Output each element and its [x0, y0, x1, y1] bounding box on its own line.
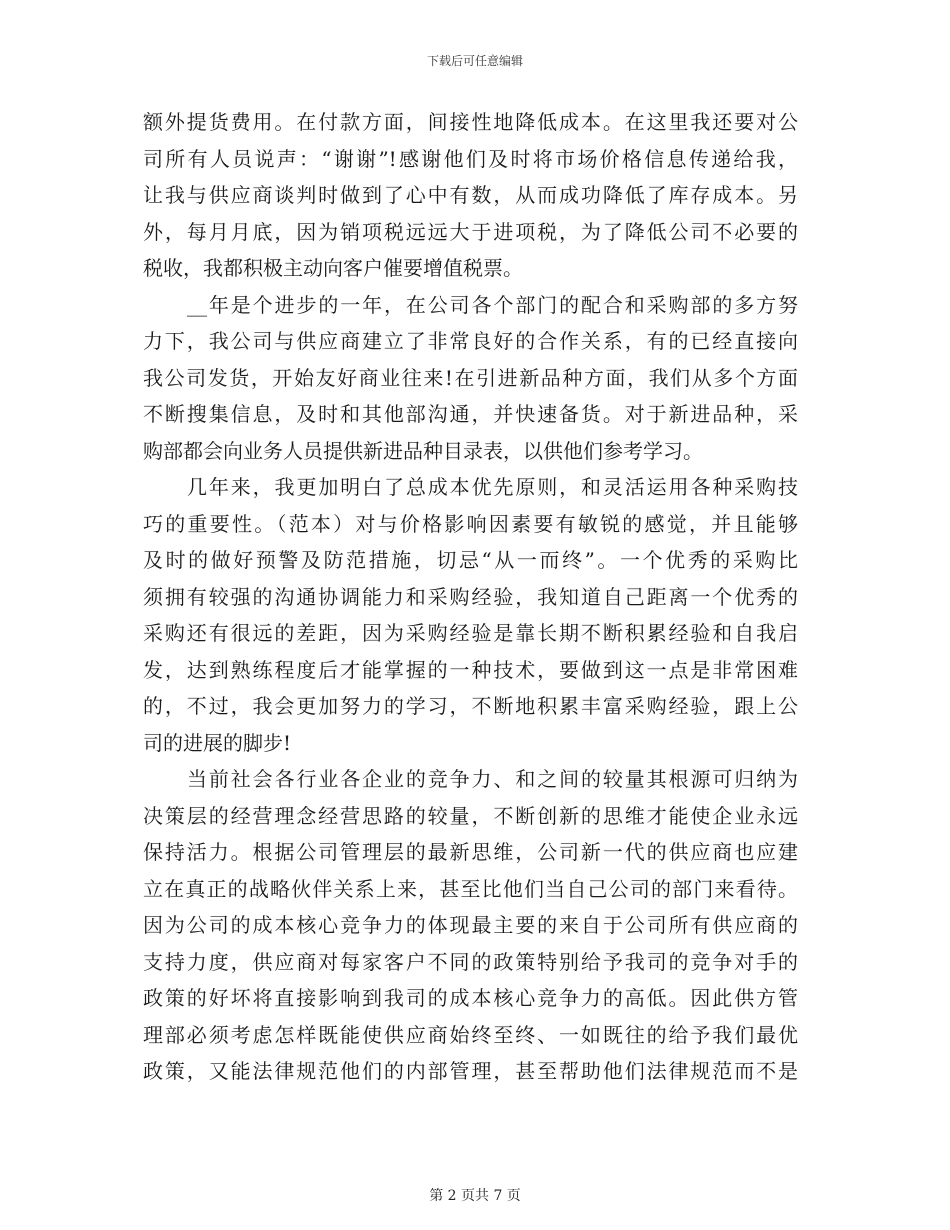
text-line: 政策的好坏将直接影响到我司的成本核心竞争力的高低。因此供方管	[143, 986, 798, 1010]
page-header: 下载后可任意编辑	[426, 54, 523, 68]
text-line: 立在真正的战略伙伴关系上来，甚至比他们当自己公司的部门来看待。	[143, 876, 798, 901]
text-line: 司所有人员说声：“谢谢”!感谢他们及时将市场价格信息传递给我，	[143, 146, 798, 171]
text-line: 让我与供应商谈判时做到了心中有数，从而成功降低了库存成本。另	[143, 183, 798, 207]
text-line: 购部都会向业务人员提供新进品种目录表，以供他们参考学习。	[143, 438, 703, 463]
text-line: 因为公司的成本核心竞争力的体现最主要的来自于公司所有供应商的	[143, 913, 798, 937]
text-line: 理部必须考虑怎样既能使供应商始终至终、一如既往的给予我们最优	[143, 1022, 798, 1047]
text-line: 须拥有较强的沟通协调能力和采购经验，我知道自己距离一个优秀的	[143, 584, 798, 609]
paragraph-first-line: __年是个进步的一年，在公司各个部门的配合和采购部的多方努	[187, 292, 798, 317]
text-line: 外，每月月底，因为销项税远远大于进项税，为了降低公司不必要的	[143, 219, 798, 244]
text-line: 司的进展的脚步!	[143, 730, 292, 755]
text-line: 的，不过，我会更加努力的学习，不断地积累丰富采购经验，跟上公	[143, 694, 798, 718]
text-line: 及时的做好预警及防范措施，切忌“从一而终”。一个优秀的采购比	[143, 548, 798, 572]
text-line: 发，达到熟练程度后才能掌握的一种技术，要做到这一点是非常困难	[143, 657, 798, 682]
text-line: 巧的重要性。（范本）对与价格影响因素要有敏锐的感觉，并且能够	[143, 511, 798, 536]
text-line: 额外提货费用。在付款方面，间接性地降低成本。在这里我还要对公	[143, 110, 798, 134]
text-line: 不断搜集信息，及时和其他部沟通，并快速备货。对于新进品种，采	[143, 402, 798, 426]
text-line: 税收，我都积极主动向客户催要增值税票。	[143, 256, 523, 280]
text-line: 采购还有很远的差距，因为采购经验是靠长期不断积累经验和自我启	[143, 621, 798, 645]
text-line: 支持力度，供应商对每家客户不同的政策特别给予我司的竞争对手的	[143, 949, 798, 974]
text-line: 保持活力。根据公司管理层的最新思维，公司新一代的供应商也应建	[143, 840, 798, 864]
paragraph-first-line: 当前社会各行业各企业的竞争力、和之间的较量其根源可归纳为	[187, 767, 798, 791]
text-line: 决策层的经营理念经营思路的较量，不断创新的思维才能使企业永远	[143, 803, 798, 828]
text-line: 力下，我公司与供应商建立了非常良好的合作关系，有的已经直接向	[143, 329, 798, 353]
text-line: 政策，又能法律规范他们的内部管理，甚至帮助他们法律规范而不是	[143, 1059, 798, 1083]
paragraph-first-line: 几年来，我更加明白了总成本优先原则，和灵活运用各种采购技	[187, 475, 798, 499]
document-body	[143, 104, 798, 1090]
page-number-footer: 第 2 页共 7 页	[429, 1188, 521, 1204]
text-line: 我公司发货，开始友好商业往来!在引进新品种方面，我们从多个方面	[143, 365, 798, 390]
